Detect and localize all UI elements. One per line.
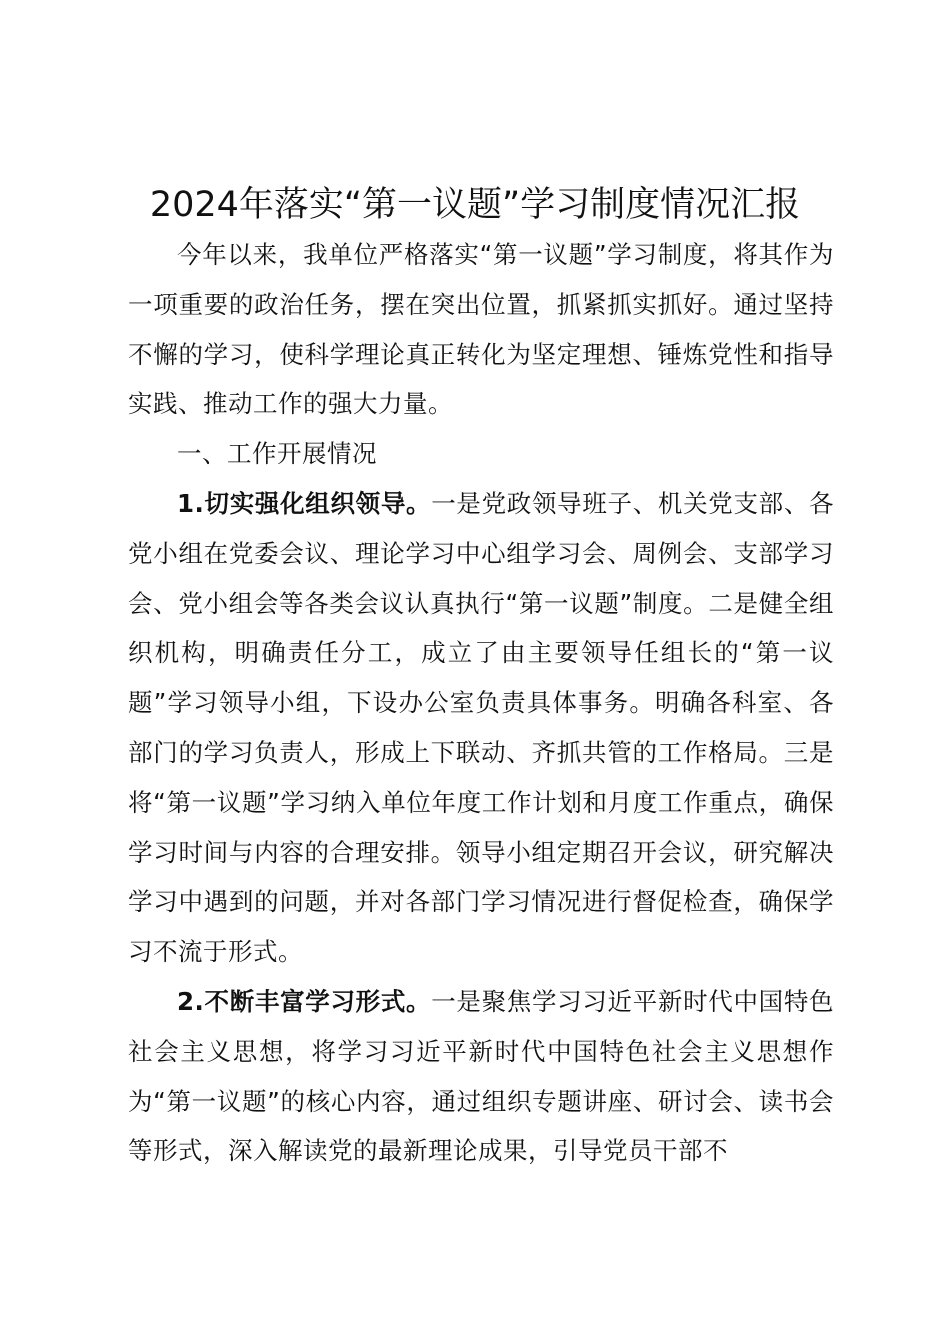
item2-paragraph [128,977,834,1176]
item2-text: 一是聚焦学习习近平新时代中国特色社会主义思想，将学习习近平新时代中国特色社会主义思想作为“第一议题”的核心内容，通过组织专题讲座、研讨会、读书会等形式，深入解读党的最新理论成果，引导党员干部不 [128,986,835,1166]
item1-lead: 1.切实强化组织领导。 [177,488,432,518]
section-heading: 一、工作开展情况 [177,439,377,469]
item2-lead: 2.不断丰富学习形式。 [177,986,432,1016]
document-title: 2024年落实“第一议题”学习制度情况汇报 [149,185,801,225]
item1-text: 一是党政领导班子、机关党支部、各党小组在党委会议、理论学习中心组学习会、周例会、支部学习会、党小组会等各类会议认真执行“第一议题”制度。二是健全组织机构，明确责任分工，成立了由主要领导任组长的“第一议题”学习领导小组，下设办公室负责具体事务。明确各科室、各部门的学习负责人，形成上下联动、齐抓共管的工作格局。三是将“第一议题”学习纳入单位年度工作计划和月度工作重点，确保学习时间与内容的合理安排。领导小组定期召开会议，研究解决学习中遇到的问题，并对各部门学习情况进行督促检查，确保学习不流于形式。 [128,488,835,967]
document-body [128,230,834,1176]
intro-paragraph: 今年以来，我单位严格落实“第一议题”学习制度，将其作为一项重要的政治任务，摆在突出位置，抓紧抓实抓好。通过坚持不懈的学习，使科学理论真正转化为坚定理想、锤炼党性和指导实践、推动工作的强大力量。 [128,240,834,419]
item1-paragraph [128,479,834,977]
